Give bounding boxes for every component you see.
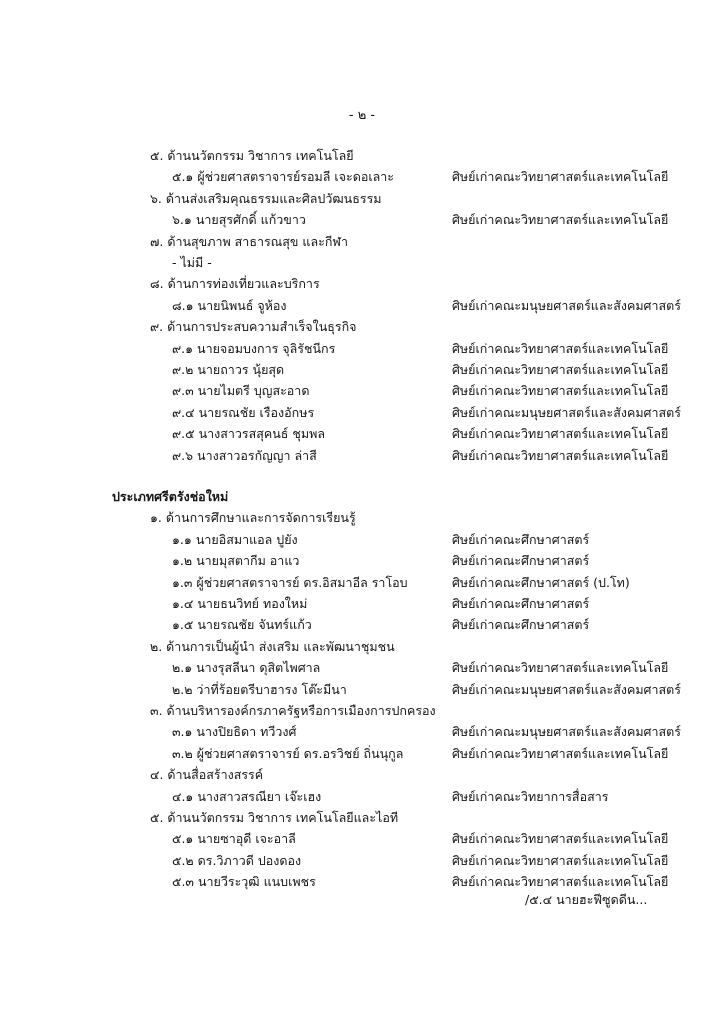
awardee-faculty: ศิษย์เก่าคณะวิทยาศาสตร์และเทคโนโลยี bbox=[452, 852, 669, 868]
awardee-name: ๕.๑ ผู้ช่วยศาสตราจารย์รอมลี เจะดอเลาะ bbox=[172, 169, 395, 185]
awardee-name: ๑.๒ นายมุสตากีม อาแว bbox=[172, 553, 300, 569]
awardee-name: ๘.๑ นายนิพนธ์ จูห้อง bbox=[172, 297, 287, 313]
awardee-name: ๑.๔ นายธนวิทย์ ทองใหม่ bbox=[172, 596, 308, 611]
awardee-faculty: ศิษย์เก่าคณะวิทยาศาสตร์และเทคโนโลยี bbox=[452, 874, 669, 890]
awardee-name: ๑.๕ นายรณชัย จันทร์แก้ว bbox=[172, 617, 312, 633]
awardee-faculty: ศิษย์เก่าคณะศึกษาศาสตร์ bbox=[452, 553, 590, 569]
awardee-name: ๑.๓ ผู้ช่วยศาสตราจารย์ ดร.อิสมาอีล ราโอบ bbox=[172, 574, 408, 590]
awardee-faculty: ศิษย์เก่าคณะวิทยาศาสตร์และเทคโนโลยี bbox=[452, 447, 669, 463]
awardee-faculty: ศิษย์เก่าคณะวิทยาศาสตร์และเทคโนโลยี bbox=[452, 831, 669, 847]
awardee-name: ๓.๒ ผู้ช่วยศาสตราจารย์ ดร.อรวิชย์ ถิ่นนุกูล bbox=[172, 745, 404, 761]
awardee-name: ๒.๑ นางรุสลีนา ดุสิตไพศาล bbox=[172, 660, 321, 676]
continuation-note: /๕.๔ นายฮะฟีซูดดีน... bbox=[525, 892, 648, 907]
awardee-faculty: ศิษย์เก่าคณะวิทยาศาสตร์และเทคโนโลยี bbox=[452, 660, 669, 676]
category-item: ๔. ด้านสื่อสร้างสรรค์ bbox=[150, 767, 264, 783]
awardee-name: ๙.๕ นางสาวรสสุคนธ์ ชุมพล bbox=[172, 426, 326, 442]
awardee-name: ๖.๑ นายสุรศักดิ์ แก้วขาว bbox=[172, 212, 306, 228]
category-item: ๙. ด้านการประสบความสำเร็จในธุรกิจ bbox=[150, 319, 357, 335]
awardee-name: ๔.๑ นางสาวสรณียา เจ๊ะเฮง bbox=[172, 788, 322, 804]
category-item: ๕. ด้านนวัตกรรม วิชาการ เทคโนโลยีและไอที bbox=[150, 810, 399, 825]
category-item: ๖. ด้านส่งเสริมคุณธรรมและศิลปวัฒนธรรม bbox=[150, 190, 382, 206]
awardee-faculty: ศิษย์เก่าคณะมนุษยศาสตร์และสังคมศาสตร์ bbox=[452, 297, 681, 313]
category-item: ๗. ด้านสุขภาพ สาธารณสุข และกีฬา bbox=[150, 233, 348, 249]
awardee-name: ๙.๔ นายรณชัย เรืองอักษร bbox=[172, 404, 315, 420]
awardee-name: ๕.๒ ดร.วิภาวดี ปองดอง bbox=[172, 852, 302, 868]
awardee-faculty: ศิษย์เก่าคณะวิทยาศาสตร์และเทคโนโลยี bbox=[452, 340, 669, 356]
category-item: ๓. ด้านบริหารองค์กรภาครัฐหรือการเมืองการปกครอง bbox=[150, 703, 436, 718]
awardee-name: ๙.๖ นางสาวอรกัญญา ล่าสี bbox=[172, 447, 317, 463]
page-number: - ๒ - bbox=[348, 108, 376, 123]
awardee-name: ๓.๑ นางปิยธิดา ทวีวงศ์ bbox=[172, 724, 297, 740]
category-item: ๕. ด้านนวัตกรรม วิชาการ เทคโนโลยี bbox=[150, 148, 354, 163]
awardee-faculty: ศิษย์เก่าคณะศึกษาศาสตร์ bbox=[452, 617, 590, 633]
awardee-faculty: ศิษย์เก่าคณะวิทยาศาสตร์และเทคโนโลยี bbox=[452, 426, 669, 442]
category-item: ๒. ด้านการเป็นผู้นำ ส่งเสริม และพัฒนาชุมชน bbox=[150, 638, 395, 654]
awardee-name: ๕.๓ นายวีระวุฒิ แนบเพชร bbox=[172, 874, 316, 890]
awardee-faculty: ศิษย์เก่าคณะมนุษยศาสตร์และสังคมศาสตร์ bbox=[452, 404, 681, 420]
awardee-faculty: ศิษย์เก่าคณะศึกษาศาสตร์ bbox=[452, 531, 590, 547]
awardee-faculty: ศิษย์เก่าคณะมนุษยศาสตร์และสังคมศาสตร์ bbox=[452, 681, 681, 697]
awardee-faculty: ศิษย์เก่าคณะศึกษาศาสตร์ (ป.โท) bbox=[452, 574, 630, 590]
awardee-name: ๑.๑ นายอิสมาแอล ปูยัง bbox=[172, 531, 298, 547]
awardee-name: - ไม่มี - bbox=[172, 255, 212, 270]
awardee-faculty: ศิษย์เก่าคณะวิทยาศาสตร์และเทคโนโลยี bbox=[452, 169, 669, 185]
category-heading: ประเภทศรีตรังช่อใหม่ bbox=[112, 489, 229, 504]
awardee-faculty: ศิษย์เก่าคณะวิทยาศาสตร์และเทคโนโลยี bbox=[452, 212, 669, 228]
awardee-name: ๙.๑ นายจอมบงการ จุลิรัชนีกร bbox=[172, 340, 336, 356]
awardee-name: ๕.๑ นายซาอุดี เจะอาลี bbox=[172, 831, 296, 847]
category-item: ๘. ด้านการท่องเที่ยวและบริการ bbox=[150, 276, 320, 292]
awardee-faculty: ศิษย์เก่าคณะวิทยาศาสตร์และเทคโนโลยี bbox=[452, 362, 669, 377]
awardee-name: ๙.๓ นายไมตรี บุญสะอาด bbox=[172, 383, 310, 399]
awardee-faculty: ศิษย์เก่าคณะมนุษยศาสตร์และสังคมศาสตร์ bbox=[452, 724, 681, 740]
awardee-name: ๒.๒ ว่าที่ร้อยตรีบาฮารง โต๊ะมีนา bbox=[172, 681, 347, 697]
awardee-faculty: ศิษย์เก่าคณะวิทยาการสื่อสาร bbox=[452, 788, 609, 804]
awardee-faculty: ศิษย์เก่าคณะศึกษาศาสตร์ bbox=[452, 596, 590, 611]
category-item: ๑. ด้านการศึกษาและการจัดการเรียนรู้ bbox=[150, 510, 356, 526]
awardee-name: ๙.๒ นายถาวร นุ้ยสุด bbox=[172, 362, 285, 377]
awardee-faculty: ศิษย์เก่าคณะวิทยาศาสตร์และเทคโนโลยี bbox=[452, 383, 669, 399]
awardee-faculty: ศิษย์เก่าคณะวิทยาศาสตร์และเทคโนโลยี bbox=[452, 745, 669, 761]
